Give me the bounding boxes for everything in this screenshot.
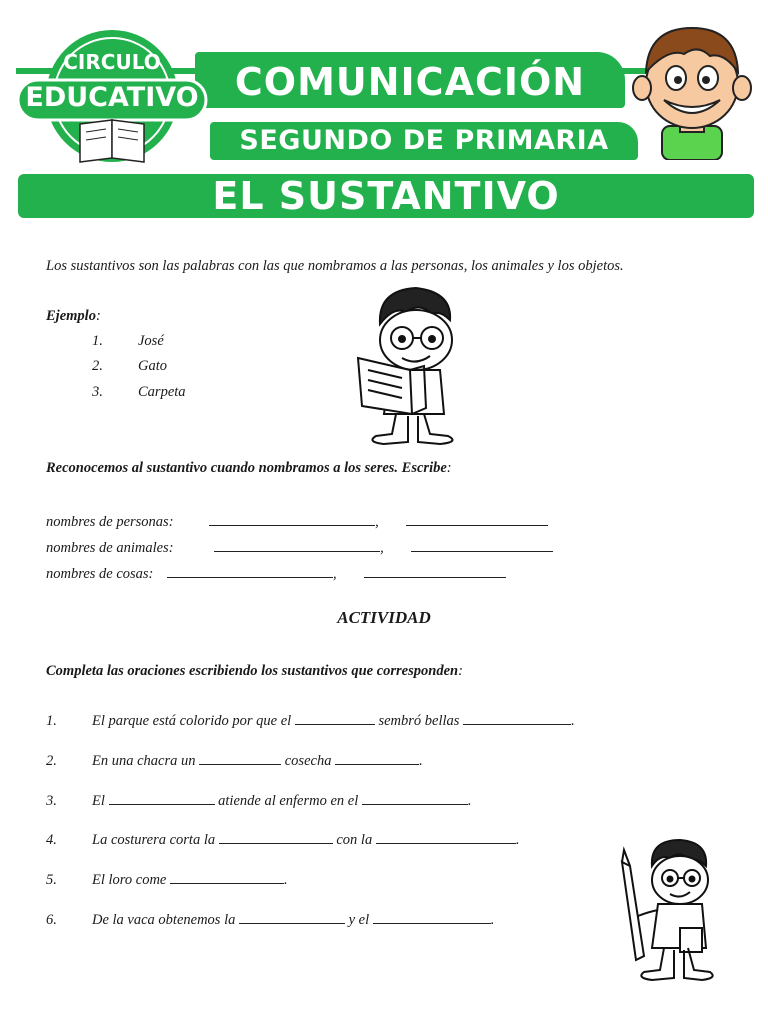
animals-blank-2[interactable]: [411, 537, 553, 552]
sentence-3: 3. El atiende al enfermo en el .: [46, 790, 472, 810]
animals-row: nombres de animales: ,: [46, 537, 553, 557]
sentence-number: 6.: [46, 912, 57, 928]
activity-instruction: Completa las oraciones escribiendo los sustantivos que corresponden:: [46, 663, 463, 679]
smiling-boy-mascot: [628, 22, 756, 160]
header-title: COMUNICACIÓN: [234, 60, 586, 104]
animals-blank-1[interactable]: [214, 537, 380, 552]
sentence-4: 4. La costurera corta la con la .: [46, 829, 519, 849]
persons-blank-2[interactable]: [406, 511, 548, 526]
recognize-instruction: Reconocemos al sustantivo cuando nombramos a los seres. Escribe:: [46, 460, 452, 476]
sentence-2: 2. En una chacra un cosecha .: [46, 750, 423, 770]
things-row: nombres de cosas: ,: [46, 563, 506, 583]
example-heading: Ejemplo:: [46, 308, 101, 324]
logo-line-1: CIRCULO: [63, 50, 161, 74]
persons-blank-1[interactable]: [209, 511, 375, 526]
example-item-3: Carpeta: [138, 384, 186, 400]
sentence-3-blank-2[interactable]: [362, 790, 468, 805]
intro-text: Los sustantivos son las palabras con las que nombramos a las personas, los animales y los objetos.: [46, 258, 624, 274]
topic-title: EL SUSTANTIVO: [212, 174, 560, 218]
boy-reading-book-illustration: [340, 284, 474, 450]
example-number-2: 2.: [92, 358, 103, 374]
persons-label: nombres de personas:: [46, 514, 174, 530]
sentence-3-blank-1[interactable]: [109, 790, 215, 805]
sentence-4-blank-2[interactable]: [376, 829, 516, 844]
persons-row: nombres de personas: ,: [46, 511, 548, 531]
logo-line-2: EDUCATIVO: [25, 82, 199, 113]
example-number-3: 3.: [92, 384, 103, 400]
sentence-1-blank-2[interactable]: [463, 710, 571, 725]
example-item-2: Gato: [138, 358, 167, 374]
sentence-number: 2.: [46, 753, 57, 769]
sentence-5-blank-1[interactable]: [170, 869, 284, 884]
example-number-1: 1.: [92, 333, 103, 349]
sentence-4-blank-1[interactable]: [219, 829, 333, 844]
sentence-number: 5.: [46, 872, 57, 888]
animals-label: nombres de animales:: [46, 540, 174, 556]
example-item-1: José: [138, 333, 164, 349]
sentence-1: 1. El parque está colorido por que el sembró bellas .: [46, 710, 575, 730]
sentence-number: 3.: [46, 793, 57, 809]
sentence-6-blank-2[interactable]: [373, 909, 491, 924]
things-label: nombres de cosas:: [46, 566, 154, 582]
sentence-number: 4.: [46, 832, 57, 848]
sentence-2-blank-1[interactable]: [199, 750, 281, 765]
sentence-1-blank-1[interactable]: [295, 710, 375, 725]
activity-title: ACTIVIDAD: [337, 608, 431, 627]
sentence-6-blank-1[interactable]: [239, 909, 345, 924]
sentence-2-blank-2[interactable]: [335, 750, 419, 765]
things-blank-1[interactable]: [167, 563, 333, 578]
header-subtitle: SEGUNDO DE PRIMARIA: [239, 125, 609, 156]
things-blank-2[interactable]: [364, 563, 506, 578]
sentence-6: 6. De la vaca obtenemos la y el .: [46, 909, 494, 929]
sentence-number: 1.: [46, 713, 57, 729]
boy-with-pencil-illustration: [614, 836, 718, 986]
sentence-5: 5. El loro come .: [46, 869, 288, 889]
